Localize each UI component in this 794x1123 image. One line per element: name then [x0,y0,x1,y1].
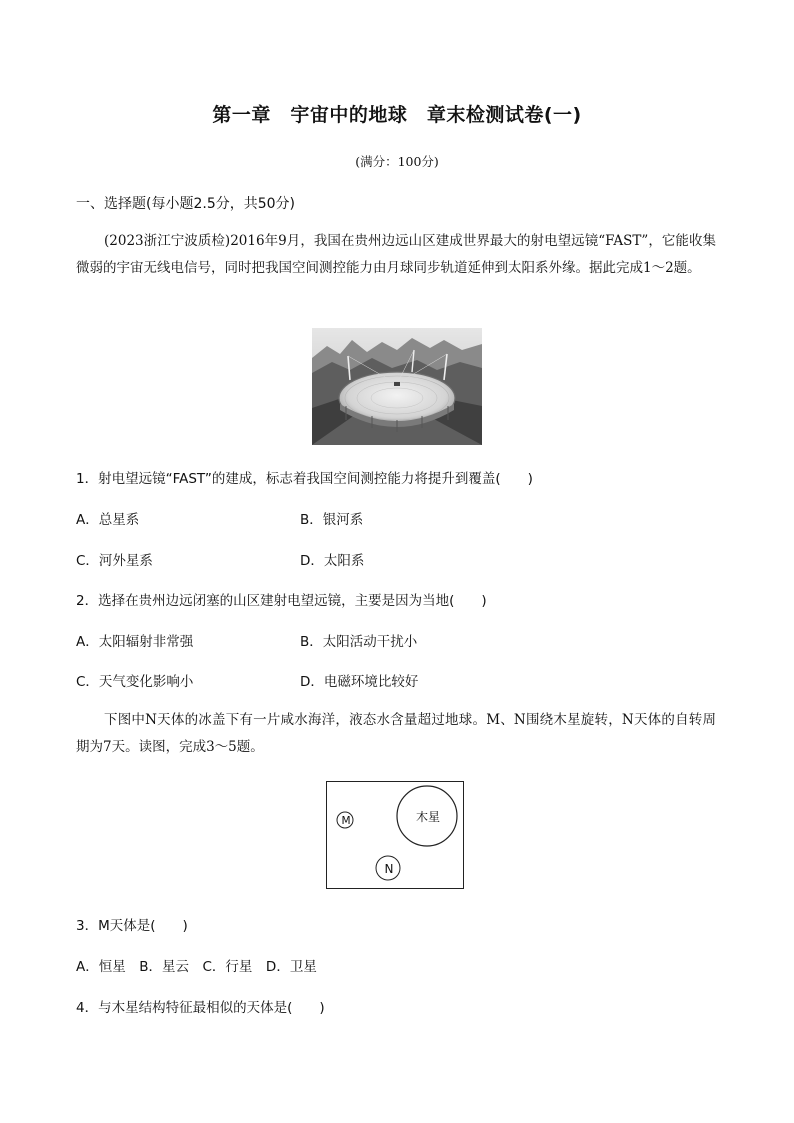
question-1-option-c: C．河外星系 [76,553,153,569]
section-heading: 一、选择题(每小题2.5分，共50分) [76,196,296,212]
question-2-option-b: B．太阳活动干扰小 [300,634,418,650]
question-4-stem: 4．与木星结构特征最相似的天体是( ) [76,1000,325,1016]
question-2-option-a: A．太阳辐射非常强 [76,634,194,650]
jupiter-system-diagram [326,781,464,889]
passage-jupiter: 下图中N天体的冰盖下有一片咸水海洋，液态水含量超过地球。M、N围绕木星旋转，N天体的自转周期为7天。读图，完成3～5题。 [76,712,716,755]
question-1-option-b: B．银河系 [300,512,364,528]
body-n-label: N [384,862,394,876]
question-1-option-a: A．总星系 [76,512,140,528]
passage-fast: (2023浙江宁波质检)2016年9月，我国在贵州边远山区建成世界最大的射电望远镜“FAST”，它能收集微弱的宇宙无线电信号，同时把我国空间测控能力由月球同步轨道延伸到太阳系外缘。据此完成1～2题。 [76,233,716,276]
jupiter-label: 木星 [415,810,440,824]
question-2-option-d: D．电磁环境比较好 [300,674,419,690]
question-2-option-c: C．天气变化影响小 [76,674,194,690]
fast-telescope-photo [312,328,482,445]
question-3-stem: 3．M天体是( ) [76,918,188,934]
question-2-stem: 2．选择在贵州边远闭塞的山区建射电望远镜，主要是因为当地( ) [76,593,487,609]
question-1-stem: 1．射电望远镜“FAST”的建成，标志着我国空间测控能力将提升到覆盖( ) [76,471,533,487]
body-m-label: M [341,815,351,827]
full-score-note: (满分：100分) [355,154,439,169]
page-title: 第一章 宇宙中的地球 章末检测试卷(一) [212,104,582,126]
question-3-options: A．恒星 B．星云 C．行星 D．卫星 [76,959,317,975]
question-1-option-d: D．太阳系 [300,553,365,569]
